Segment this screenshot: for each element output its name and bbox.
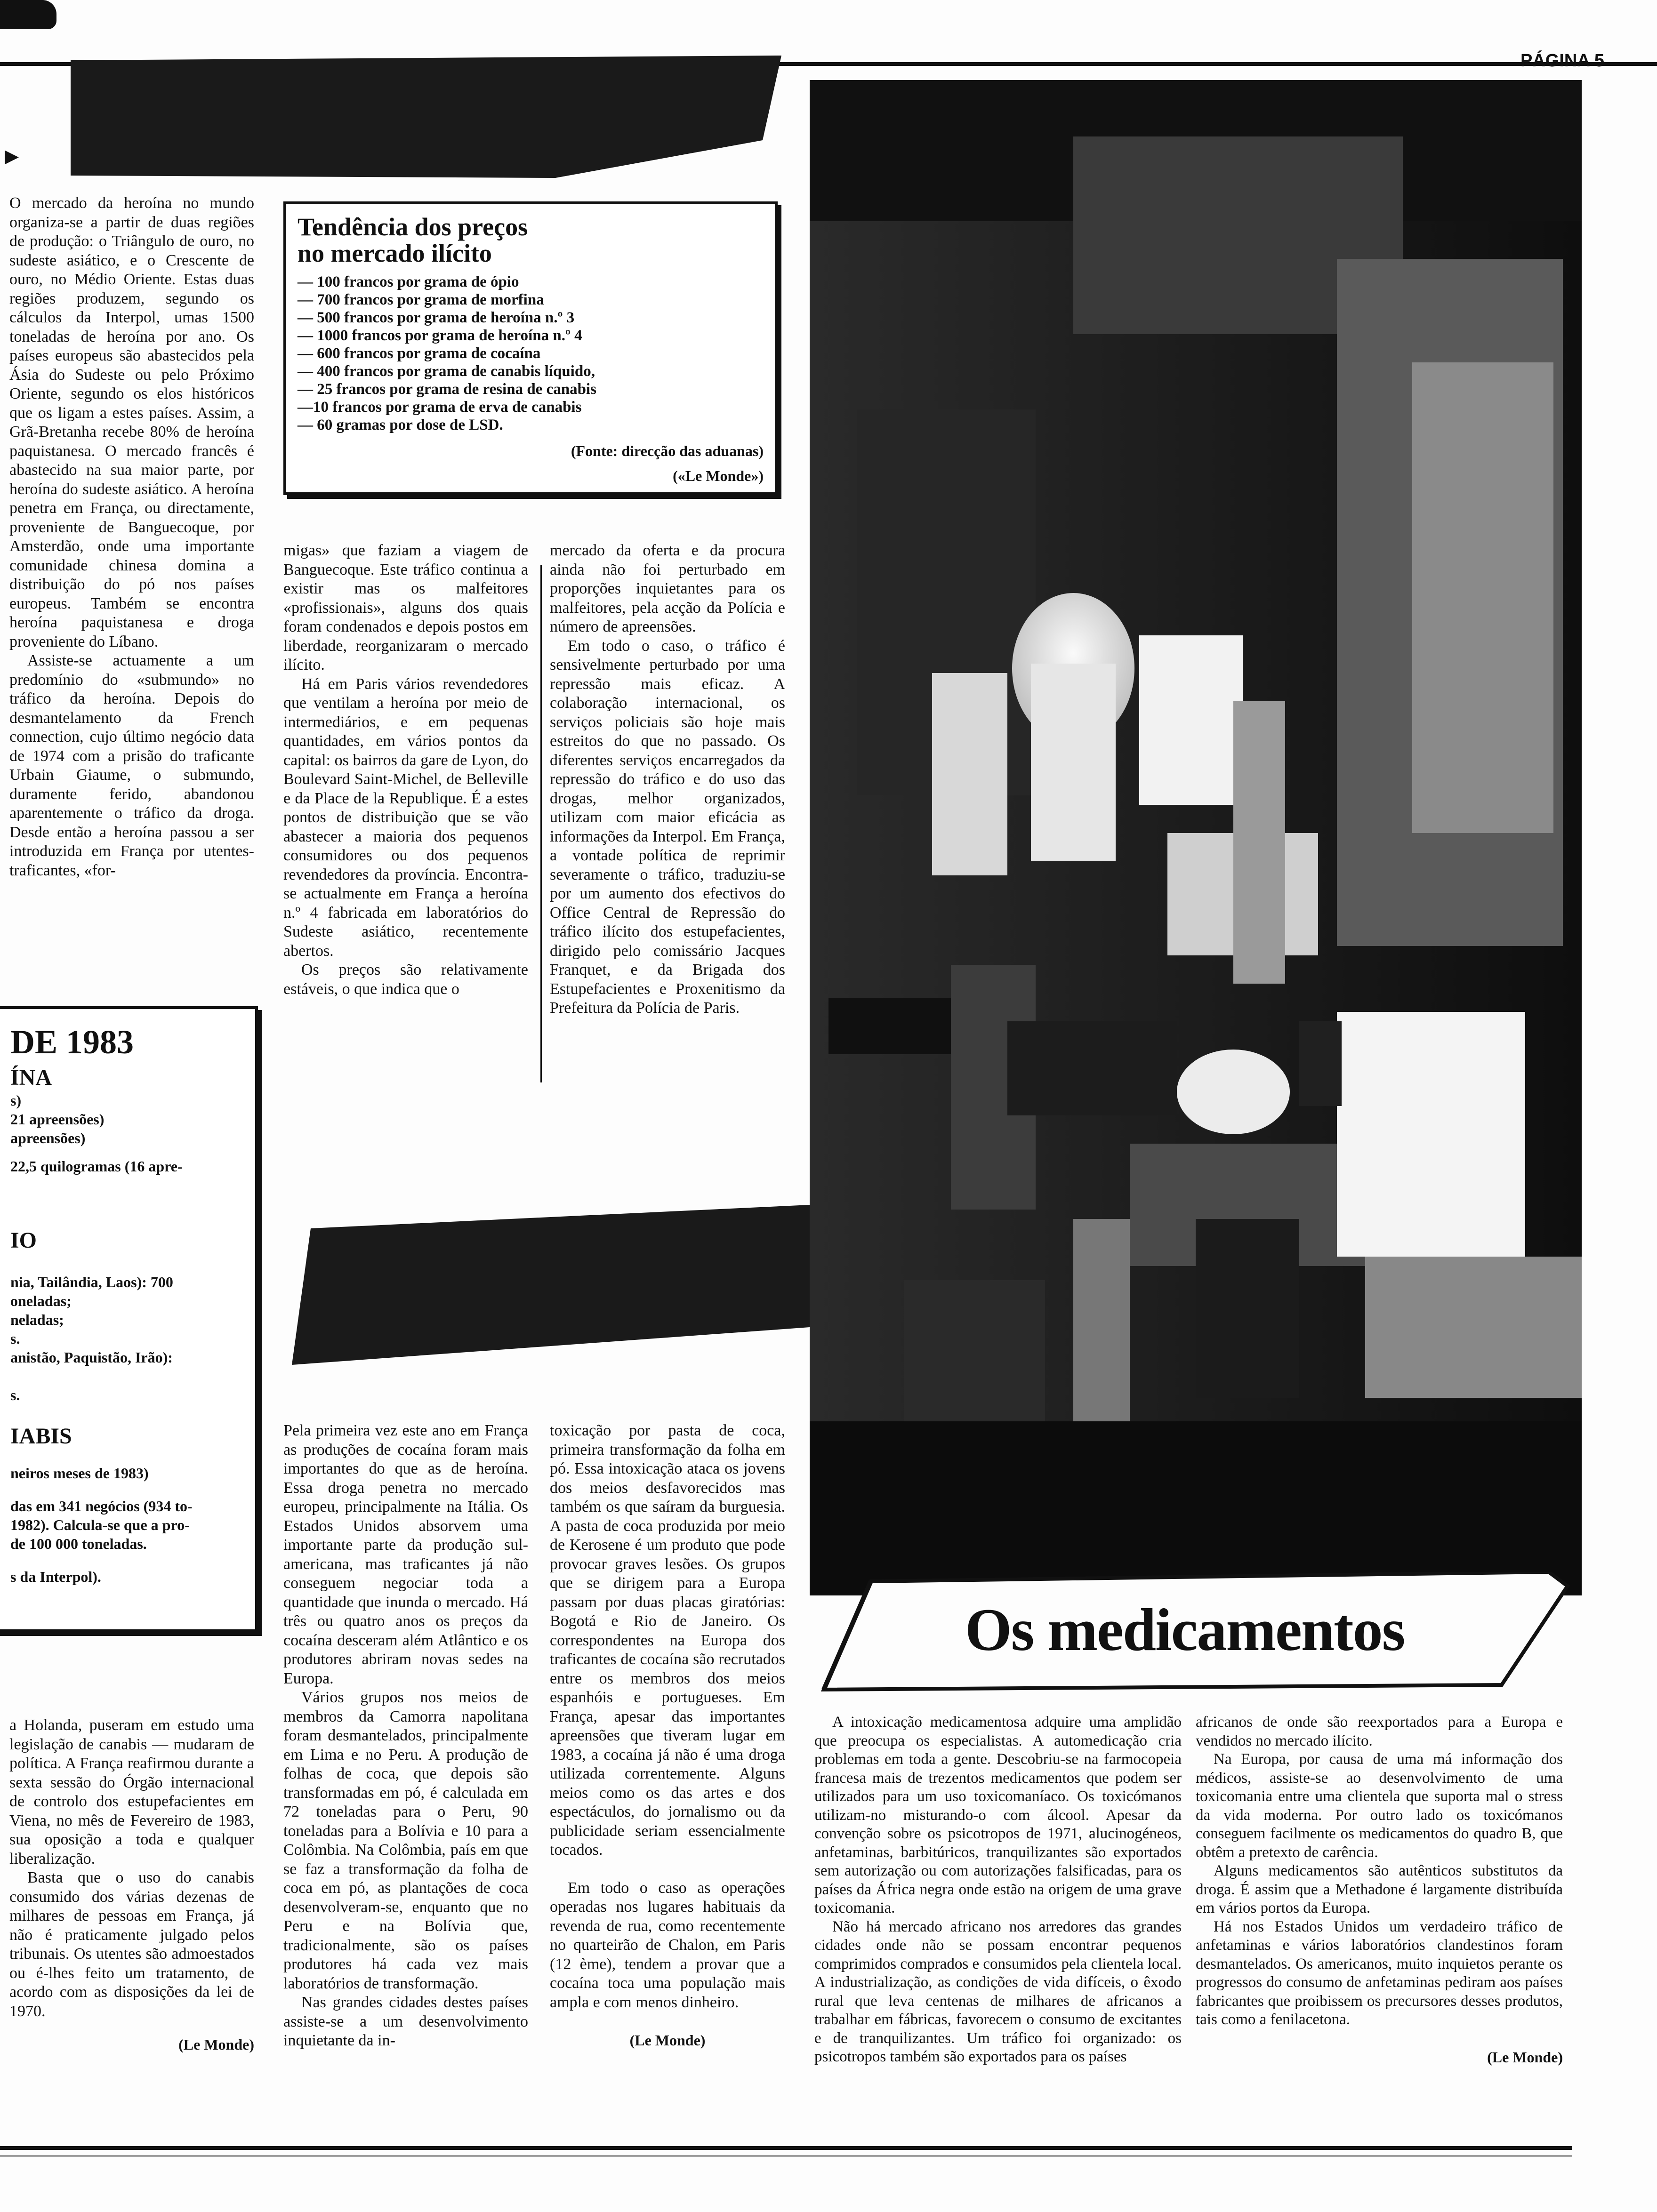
stats-line: s) bbox=[10, 1092, 22, 1109]
price-item: — 500 francos por grama de heroína n.º 3 bbox=[298, 309, 575, 326]
seizures-stats-box bbox=[0, 1006, 258, 1632]
stats-line: s da Interpol). bbox=[10, 1568, 101, 1585]
article-column-2-bottom bbox=[283, 1421, 528, 2051]
medicamentos-column-b bbox=[1196, 1713, 1563, 2067]
stats-line: s. bbox=[10, 1387, 20, 1403]
paragraph: mercado da oferta e da procura ainda não foi perturbado em proporções inquietantes para os malfeitores, pela acção da Polícia e número de apreensões. bbox=[550, 542, 785, 635]
bottom-rule bbox=[0, 2146, 1572, 2150]
paragraph: a Holanda, puseram em estudo uma legislação de canabis — mudaram de política. A França reafirmou durante a sexta sessão do Órgão internacional de controlo dos estupefacientes em Viena, no mês de Fevereiro de 1983, sua oposição a toda e qualquer liberalização. bbox=[9, 1716, 254, 1867]
article-column-3-bottom bbox=[550, 1421, 785, 2050]
paragraph: Alguns medicamentos são autênticos substitutos da droga. É assim que a Methadone é largamente distribuída em vários portos da Europa. bbox=[1196, 1862, 1563, 1916]
paragraph: Os preços são relativamente estáveis, o que indica que o bbox=[283, 961, 528, 998]
stats-line: 22,5 quilogramas (16 apre- bbox=[10, 1158, 183, 1175]
paragraph: Em todo o caso as operações operadas nos lugares habituais da revenda de rua, como recentemente no quarteirão de Chalon, em Paris (12 ème), tendem a provar que a cocaína toca uma população mais ampla e com menos dinheiro. bbox=[550, 1879, 785, 2011]
paragraph: Nas grandes cidades destes países assiste-se a um desenvolvimento inquietante da in- bbox=[283, 1994, 528, 2049]
price-box-title: Tendência dos preços bbox=[298, 213, 528, 241]
paragraph: africanos de onde são reexportados para a Europa e vendidos no mercado ilícito. bbox=[1196, 1714, 1563, 1749]
article-column-1-top bbox=[9, 194, 254, 880]
stats-line: de 100 000 toneladas. bbox=[10, 1535, 147, 1552]
article-credit: (Le Monde) bbox=[178, 2036, 254, 2053]
paragraph: toxicação por pasta de coca, primeira transformação da folha em pó. Essa intoxicação ataca os jovens dos meios desfavorecidos mas também os que saíram da burguesia. A pasta de coca produzida por meio de Kerosene é um produto que pode provocar graves lesões. Os grupos que se dirigem para a Europa passam por duas placas giratórias: Bogotá e Rio de Janeiro. Os correspondentes na Europa dos traficantes de cocaína são recrutados entre os membros dos meios espanhóis e portugueses. Em França, apesar das importantes apreensões que tiveram lugar em 1983, a cocaína já não é uma droga utilizada correntemente. Alguns meios como os das artes e dos espectáculos, do jornalismo ou da publicidade seriam essencialmente tocados. bbox=[550, 1422, 785, 1859]
section-banner bbox=[0, 56, 781, 187]
column-rule bbox=[540, 565, 542, 1082]
paragraph: O mercado da heroína no mundo organiza-se a partir de duas regiões de produção: o Triângulo de ouro, no sudeste asiático, e o Crescente de ouro, no Médio Oriente. Estas duas regiões produzem, segundo os cálculos da Interpol, umas 1500 toneladas de heroína por ano. Os países europeus são abastecidos pela Ásia do Sudeste ou pelo Próximo Oriente, segundo os elos históricos que os ligam a estes países. Assim, a Grã-Bretanha recebe 80% de heroína paquistanesa. O mercado francês é abastecido na sua maior parte, por heroína do sudeste asiático. A heroína penetra em França, ou directamente, proveniente de Banguecoque, por Amsterdão, onde uma importante comunidade chinesa domina a distribuição do pó nos países europeus. Também se encontra heroína paquistanesa e droga proveniente do Líbano. bbox=[9, 194, 254, 650]
stats-line: neladas; bbox=[10, 1311, 64, 1328]
price-item: — 400 francos por grama de canabis líquido, bbox=[298, 363, 595, 380]
price-trend-box bbox=[283, 201, 778, 495]
stats-line: das em 341 negócios (934 to- bbox=[10, 1498, 193, 1515]
paragraph: Não há mercado africano nos arredores das grandes cidades onde não se possam encontrar pequenos comprimidos comprados e consumidos pela clientela local. A industrialização, as condições de vida difíceis, o êxodo rural que leva centenas de milhares de africanos a trabalhar em fábricas, favorecem o consumo de excitantes e de tranquilizantes. Um tráfico foi organizado: os psicotropos também são exportados para os países bbox=[814, 1918, 1182, 2065]
paragraph: Basta que o uso do canabis consumido dos várias dezenas de milhares de pessoas em França, já não é praticamente julgado pelos tribunais. Os utentes são admoestados ou é-lhes feito um tratamento, de acordo com as disposições da lei de 1970. bbox=[9, 1869, 254, 2020]
price-item: — 25 francos por grama de resina de canabis bbox=[298, 381, 596, 398]
price-list bbox=[298, 273, 764, 434]
article-column-2-top bbox=[283, 541, 528, 999]
price-item: — 100 francos por grama de ópio bbox=[298, 273, 519, 290]
paragraph: Assiste-se actuamente a um predomínio do «submundo» no tráfico da heroína. Depois do desmantelamento da French connection, cujo último negócio data de 1974 com a prisão do traficante Urbain Giaume, o submundo, duramente ferido, abandonou aparentemente o tráfico da droga. Desde então a heroína passou a ser introduzida em França por utentes-traficantes, «for- bbox=[9, 652, 254, 879]
medicine-bottles-photo bbox=[810, 80, 1582, 1595]
stats-line: apreensões) bbox=[10, 1130, 86, 1146]
article-column-1-bottom bbox=[9, 1716, 254, 2054]
price-item: — 600 francos por grama de cocaína bbox=[298, 345, 541, 362]
paragraph: migas» que faziam a viagem de Banguecoque. Este tráfico continua a existir mas os malfeitores «profissionais», alguns dos quais foram condenados e depois postos em liberdade, reorganizaram o mercado ilícito. bbox=[283, 542, 528, 673]
stats-box-title: DE 1983 bbox=[10, 1023, 134, 1061]
article-column-3-top bbox=[550, 541, 785, 1018]
price-item: — 60 gramas por dose de LSD. bbox=[298, 417, 503, 433]
stats-line: neiros meses de 1983) bbox=[10, 1465, 149, 1482]
medicamentos-column-a bbox=[814, 1713, 1182, 2067]
price-item: — 1000 francos por grama de heroína n.º 4 bbox=[298, 327, 582, 344]
stats-line: nia, Tailândia, Laos): 700 bbox=[10, 1274, 173, 1290]
cocaine-section-banner bbox=[282, 1205, 810, 1365]
page-label: PÁGINA 5 bbox=[1520, 51, 1605, 71]
stats-subheading: IO bbox=[10, 1228, 37, 1253]
medicamentos-headline: Os medicamentos bbox=[965, 1596, 1405, 1663]
stats-line: anistão, Paquistão, Irão): bbox=[10, 1349, 173, 1366]
paragraph: Pela primeira vez este ano em França as produções de cocaína foram mais importantes do que as de heroína. Essa droga penetra no mercado europeu, principalmente na Itália. Os Estados Unidos absorvem uma importante parte da produção sul-americana, mas traficantes já não conseguem negociar toda a quantidade que inunda o mercado. Há três ou quatro anos os preços da cocaína desceram além Atlântico e os produtores abriram novas sedes na Europa. bbox=[283, 1422, 528, 1687]
stats-line: 21 apreensões) bbox=[10, 1111, 105, 1128]
paragraph: Há em Paris vários revendedores que ventilam a heroína por meio de intermediários, e em pequenas quantidades, em vários pontos da capital: os bairros da gare de Lyon, do Boulevard Saint-Michel, de Belleville e da Place de la Republique. É a estes pontos de distribuição que se vão abastecer a maioria dos pequenos consumidores ou dos pequenos revendedores da província. Encontra-se actualmente em França a heroína n.º 4 fabricada em laboratórios do Sudeste asiático, recentemente abertos. bbox=[283, 675, 528, 960]
paragraph: A intoxicação medicamentosa adquire uma amplidão que preocupa os especialistas. A automedicação cria problemas em toda a gente. Descobriu-se na farmocopeia francesa mais de trezentos medicamentos que podem ser utilizados para um uso toxicomaníaco. Os toxicómanos utilizam-no misturando-o com álcool. Apesar da convenção sobre os psicotropos de 1971, alucinogéneos, anfetaminas, barbitúricos, tranquilizantes são exportados sem autorização ou com autorizações falsificadas, para os países da África negra onde estão na origem de uma grave toxicomania. bbox=[814, 1714, 1182, 1916]
stats-line: 1982). Calcula-se que a pro- bbox=[10, 1516, 190, 1533]
stats-line: s. bbox=[10, 1330, 20, 1347]
article-credit: (Le Monde) bbox=[629, 2032, 706, 2049]
stats-subheading: IABIS bbox=[10, 1424, 72, 1449]
paragraph: Na Europa, por causa de uma má informação dos médicos, assiste-se ao desenvolvimento de uma toxicomania entre uma clientela que suporta mal o stress da vida moderna. Por outro lado os toxicómanos conseguem facilmente os medicamentos do quadro B, que obtêm a pretexto de carência. bbox=[1196, 1751, 1563, 1861]
medicamentos-headline-banner bbox=[814, 1572, 1577, 1694]
price-box-source: (Fonte: direcção das aduanas) bbox=[571, 442, 764, 459]
paragraph: Em todo o caso, o tráfico é sensivelmente perturbado por uma repressão mais eficaz. A colaboração internacional, os serviços policiais são hoje mais estreitos do que no passado. Os diferentes serviços encarregados da repressão do tráfico e do uso das drogas, melhor organizados, utilizam com maior eficácia as informações da Interpol. Em França, a vontade política de reprimir severamente o tráfico, traduziu-se por um aumento dos efectivos do Office Central de Repressão do tráfico ilícito dos estupefacientes, dirigido pelo comissário Jacques Franquet, e da Brigada dos Estupefacientes e Proxenitismo da Prefeitura da Polícia de Paris. bbox=[550, 637, 785, 1017]
stats-line: oneladas; bbox=[10, 1292, 72, 1309]
paragraph: Vários grupos nos meios de membros da Camorra napolitana foram desmantelados, principalmente em Lima e no Peru. A produção de folhas de coca, que depois são transformadas em pó, é calculada em 72 toneladas para o Peru, 90 toneladas para a Bolívia e 10 para a Colômbia. Na Colômbia, país em que se faz a transformação da folha de coca em pó, as plantações de coca desenvolveram-se, enquanto que no Peru e na Bolívia que, tradicionalmente, são os países produtores há cada vez mais laboratórios de transformação. bbox=[283, 1689, 528, 1992]
price-item: —10 francos por grama de erva de canabis bbox=[298, 399, 582, 416]
price-item: — 700 francos por grama de morfina bbox=[298, 291, 544, 308]
stats-subheading: ÍNA bbox=[10, 1065, 52, 1090]
article-credit: (Le Monde) bbox=[1487, 2048, 1563, 2066]
banner-arrow-icon: ▸ bbox=[5, 140, 19, 171]
price-box-subtitle: no mercado ilícito bbox=[298, 239, 492, 267]
masthead-logo-fragment bbox=[0, 0, 56, 29]
paragraph: Há nos Estados Unidos um verdadeiro tráfico de anfetaminas e vários laboratórios clandestinos foram desmantelados. Os americanos, muito inquietos perante os progressos do consumo de anfetaminas pediram aos países fabricantes que proibissem os precursores desses produtos, tais como a fenilacetona. bbox=[1196, 1918, 1563, 2028]
price-box-credit: («Le Monde») bbox=[673, 467, 764, 484]
